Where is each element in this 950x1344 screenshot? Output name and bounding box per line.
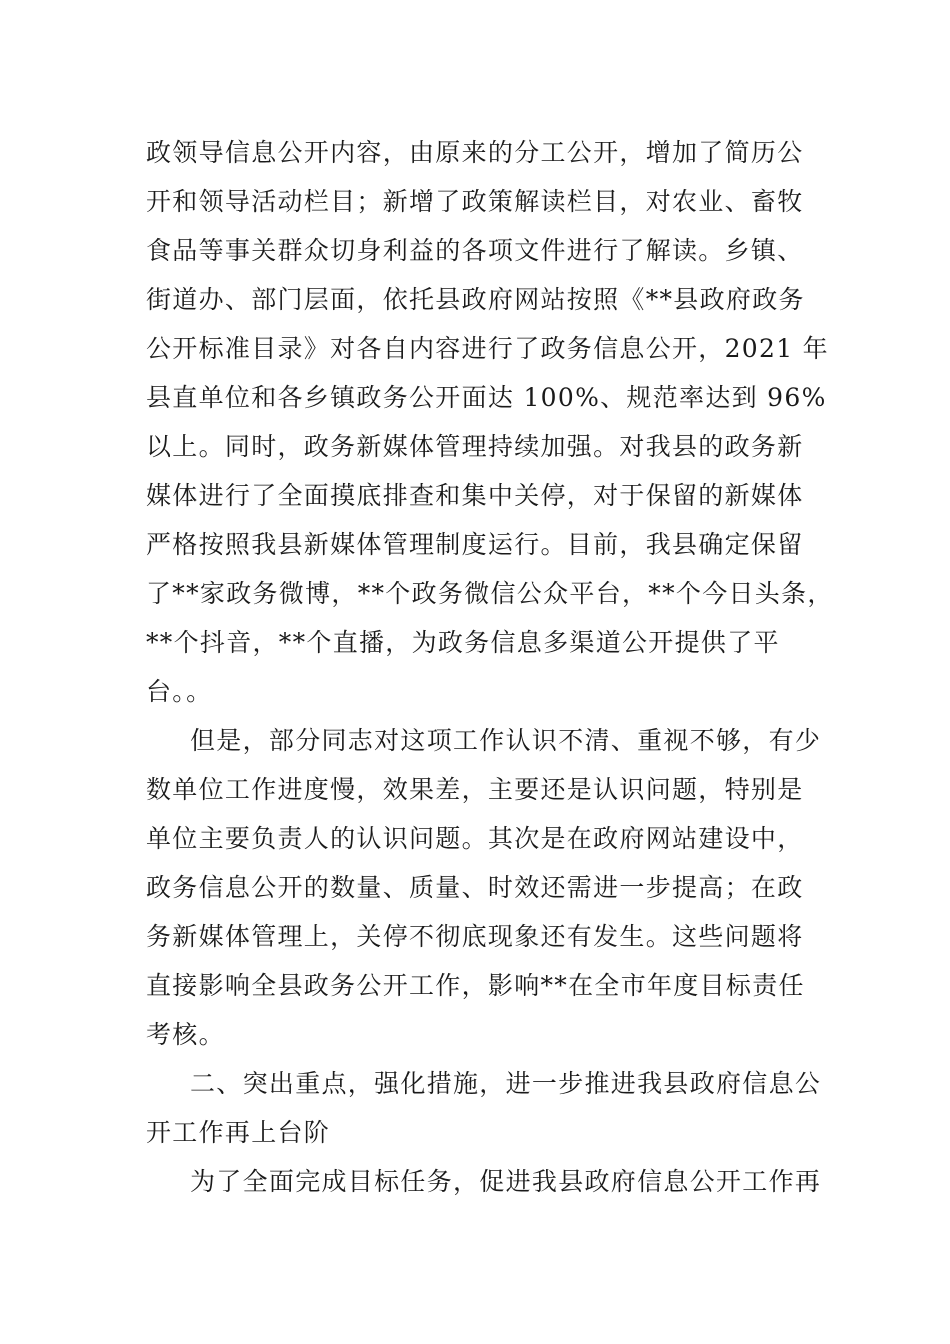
text-line: 直接影响全县政务公开工作，影响**在全市年度目标责任 — [146, 971, 805, 1000]
text-line: 县直单位和各乡镇政务公开面达 100%、规范率达到 96% — [146, 383, 827, 412]
text-line: 媒体进行了全面摸底排查和集中关停，对于保留的新媒体 — [146, 481, 804, 510]
text-line: 台。。 — [146, 677, 213, 706]
text-line: 单位主要负责人的认识问题。其次是在政府网站建设中， — [146, 824, 804, 853]
text-line: 政领导信息公开内容，由原来的分工公开，增加了简历公 — [146, 138, 804, 167]
paragraph-1 — [146, 128, 834, 716]
text-line: 考核。 — [146, 1020, 225, 1049]
text-line: 政务信息公开的数量、质量、时效还需进一步提高；在政 — [146, 873, 804, 902]
text-line: 开和领导活动栏目；新增了政策解读栏目，对农业、畜牧 — [146, 187, 804, 216]
section-heading-2 — [146, 1059, 822, 1157]
paragraph-2 — [146, 716, 822, 1059]
text-line: 公开标准目录》对各自内容进行了政务信息公开，2021 年 — [146, 334, 829, 363]
heading-line: 开工作再上台阶 — [146, 1118, 331, 1147]
text-line: 严格按照我县新媒体管理制度运行。目前，我县确定保留 — [146, 530, 804, 559]
document-body — [146, 128, 834, 1206]
heading-line-first: 二、突出重点，强化措施，进一步推进我县政府信息公 — [190, 1069, 822, 1098]
text-line: 了**家政务微博，**个政务微信公众平台，**个今日头条， — [146, 579, 834, 608]
text-line: 街道办、部门层面，依托县政府网站按照《**县政府政务 — [146, 285, 805, 314]
text-line: 数单位工作进度慢，效果差，主要还是认识问题，特别是 — [146, 775, 804, 804]
paragraph-3 — [146, 1157, 822, 1206]
text-line-first: 为了全面完成目标任务，促进我县政府信息公开工作再 — [190, 1167, 822, 1196]
text-line-first: 但是，部分同志对这项工作认识不清、重视不够，有少 — [190, 726, 822, 755]
text-line: 务新媒体管理上，关停不彻底现象还有发生。这些问题将 — [146, 922, 804, 951]
text-line: 食品等事关群众切身利益的各项文件进行了解读。乡镇、 — [146, 236, 804, 265]
text-line: **个抖音，**个直播，为政务信息多渠道公开提供了平 — [146, 628, 780, 657]
text-line: 以上。同时，政务新媒体管理持续加强。对我县的政务新 — [146, 432, 804, 461]
